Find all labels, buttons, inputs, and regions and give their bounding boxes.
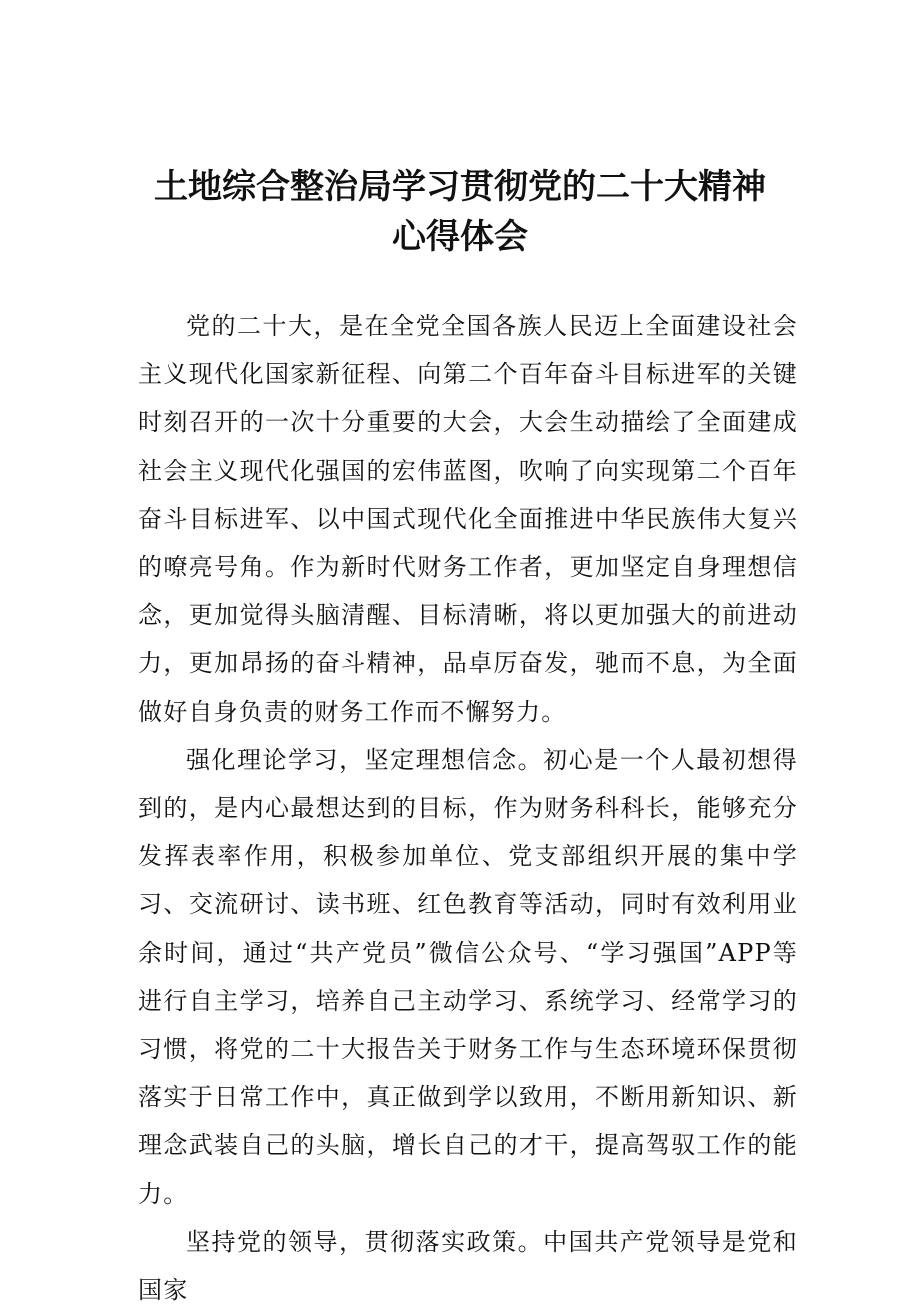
document-title-line-1: 土地综合整治局学习贯彻党的二十大精神 [154,167,766,207]
document-title-line-2: 心得体会 [392,217,528,257]
paragraph-theory-study: 强化理论学习，坚定理想信念。初心是一个人最初想得到的，是内心最想达到的目标，作为财务科科长，能够充分发挥表率作用，积极参加单位、党支部组织开展的集中学习、交流研讨、读书班、红色教育等活动，同时有效利用业余时间，通过“共产党员”微信公众号、“学习强国”APP等进行自主学习，培养自己主动学习、系统学习、经常学习的习惯，将党的二十大报告关于财务工作与生态环境环保贯彻落实于日常工作中，真正做到学以致用，不断用新知识、新理念武装自己的头脑，增长自己的才干，提高驾驭工作的能力。 [138,745,798,1208]
paragraph-intro: 党的二十大，是在全党全国各族人民迈上全面建设社会主义现代化国家新征程、向第二个百年奋斗目标进军的关键时刻召开的一次十分重要的大会，大会生动描绘了全面建成社会主义现代化强国的宏伟蓝图，吹响了向实现第二个百年奋斗目标进军、以中国式现代化全面推进中华民族伟大复兴的嘹亮号角。作为新时代财务工作者，更加坚定自身理想信念，更加觉得头脑清醒、目标清晰，将以更加强大的前进动力，更加昂扬的奋斗精神，品卓厉奋发，驰而不息，为全面做好自身负责的财务工作而不懈努力。 [138,312,798,726]
document-body [138,302,798,1314]
paragraph-party-leadership: 坚持党的领导，贯彻落实政策。中国共产党领导是党和国家 [138,1227,798,1305]
